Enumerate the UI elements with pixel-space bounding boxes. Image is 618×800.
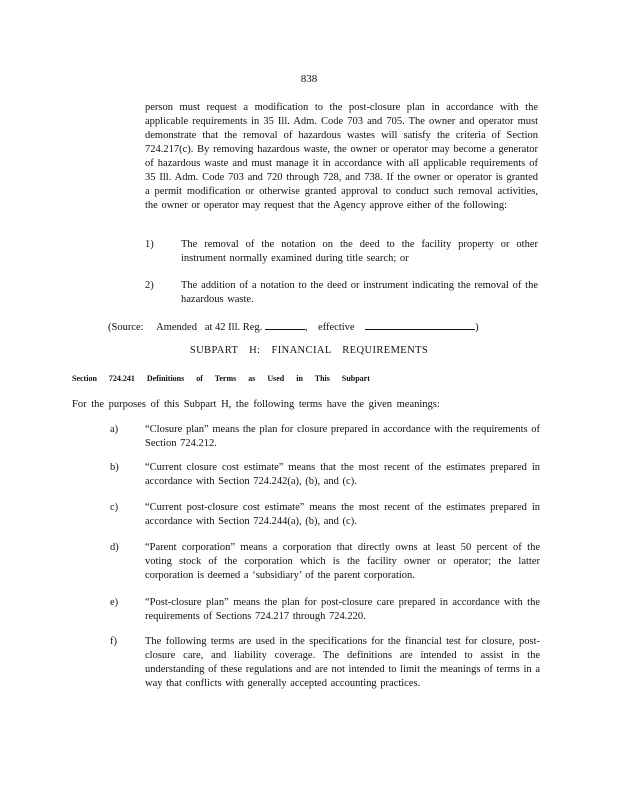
page-number: 838 <box>300 73 318 85</box>
definition-label: e) <box>110 597 119 608</box>
numbered-item <box>145 279 538 307</box>
definition-item <box>110 461 540 489</box>
item-number: 2) <box>145 280 154 291</box>
source-effective: effective <box>318 322 355 333</box>
definition-text: “Closure plan” means the plan for closure prepared in accordance with the requirements of Section 724.212. <box>145 424 540 449</box>
source-prefix: (Source: <box>108 322 144 333</box>
section-heading: Section 724.241 Definitions of Terms as Used in This Subpart <box>72 374 370 383</box>
definition-text: “Current post-closure cost estimate” means the most recent of the estimates prepared in accordance with Section 724.244(a), (b), and (c). <box>145 502 540 527</box>
definition-label: a) <box>110 424 119 435</box>
definition-item <box>110 423 540 451</box>
definition-item <box>110 635 540 691</box>
definition-label: f) <box>110 636 117 647</box>
source-note: (Source: Amended at 42 Ill. Reg. , effective ) <box>108 318 479 335</box>
numbered-item <box>145 238 538 266</box>
blank-register <box>265 318 305 330</box>
definition-item <box>110 596 540 624</box>
item-text: The addition of a notation to the deed or instrument indicating the removal of the hazardous waste. <box>181 280 538 305</box>
definition-text: The following terms are used in the specifications for the financial test for closure, post-closure care, and liability coverage. The definitions are intended to assist in the understanding of these regulations and are not intended to limit the meanings of terms in a way that conflicts with generally accepted accounting practices. <box>145 636 540 689</box>
source-at: at 42 Ill. Reg. <box>204 322 263 333</box>
definition-text: “Parent corporation” means a corporation that directly owns at least 50 percent of the voting stock of the corporation which is the facility owner or operator; the latter corporation is deemed a ‘subsidiary’ of the parent corporation. <box>145 542 540 581</box>
definition-label: d) <box>110 542 119 553</box>
blank-effective-date <box>365 318 475 330</box>
definition-text: “Post-closure plan” means the plan for post-closure care prepared in accordance with the requirements of Sections 724.217 through 724.220. <box>145 597 540 622</box>
subpart-heading: SUBPART H: FINANCIAL REQUIREMENTS <box>189 345 429 356</box>
definition-label: b) <box>110 462 119 473</box>
intro-paragraph: person must request a modification to the post-closure plan in accordance with the applicable requirements in 35 Ill. Adm. Code 703 and 705. The owner and operator must demonstrate that the removal of hazardous wastes will satisfy the criteria of Section 724.217(c). By removing hazardous waste, the owner or operator may become a generator of hazardous waste and must manage it in accordance with all applicable requirements of 35 Ill. Adm. Code 703 and 720 through 728, and 738. If the owner or operator is granted a permit modification or otherwise granted approval to conduct such removal activities, the owner or operator may request that the Agency approve either of the following: <box>145 102 538 211</box>
definition-item <box>110 541 540 583</box>
item-text: The removal of the notation on the deed to the facility property or other instrument normally examined during title search; or <box>181 239 538 264</box>
item-number: 1) <box>145 239 154 250</box>
definition-label: c) <box>110 502 119 513</box>
definition-text: “Current closure cost estimate” means that the most recent of the estimates prepared in accordance with Section 724.242(a), (b), and (c). <box>145 462 540 487</box>
source-amended: Amended <box>156 322 197 333</box>
lead-sentence: For the purposes of this Subpart H, the following terms have the given meanings: <box>72 399 440 410</box>
definition-item <box>110 501 540 529</box>
source-close: ) <box>475 322 479 333</box>
